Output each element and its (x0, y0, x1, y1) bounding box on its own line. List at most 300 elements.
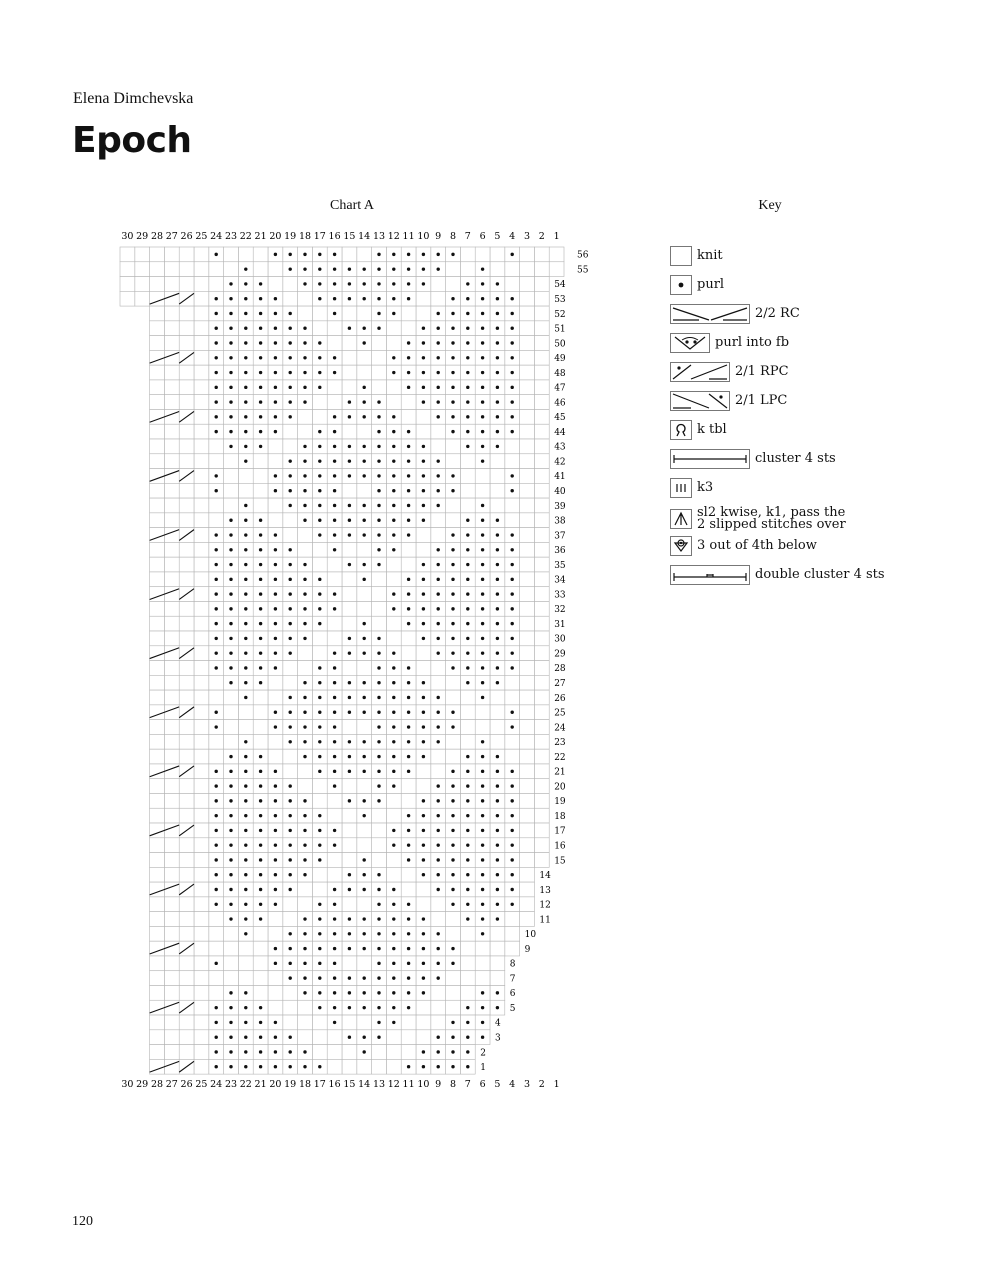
stitch-number: 7 (464, 231, 471, 242)
purl-dot (481, 637, 484, 640)
row-number: 4 (495, 1018, 501, 1029)
chart-cell (164, 956, 179, 971)
purl-dot (407, 829, 410, 832)
chart-cell (150, 646, 165, 661)
purl-dot (318, 371, 321, 374)
purl-dot (215, 386, 218, 389)
purl-dot (289, 1050, 292, 1053)
purl-dot (259, 651, 262, 654)
purl-dot (496, 903, 499, 906)
purl-dot (422, 873, 425, 876)
chart-cell (283, 749, 298, 764)
purl-dot (481, 592, 484, 595)
chart-cell (120, 277, 135, 292)
chart-cell (357, 365, 372, 380)
purl-dot (244, 1050, 247, 1053)
purl-dot (496, 445, 499, 448)
row-number: 11 (539, 915, 551, 926)
purl-dot (496, 548, 499, 551)
purl-dot (363, 799, 366, 802)
chart-cell (520, 542, 535, 557)
purl-dot (244, 356, 247, 359)
stitch-number: 17 (313, 231, 326, 242)
purl-dot (466, 770, 469, 773)
stitch-number: 6 (479, 231, 486, 242)
chart-cell (520, 557, 535, 572)
purl-dot (496, 607, 499, 610)
purl-dot (274, 489, 277, 492)
purl-dot (303, 519, 306, 522)
purl-dot (348, 415, 351, 418)
purl-dot (466, 1006, 469, 1009)
chart-cell (401, 395, 416, 410)
purl-dot (466, 548, 469, 551)
purl-dot (318, 932, 321, 935)
chart-cell (312, 631, 327, 646)
key-label: cluster 4 sts (755, 451, 836, 466)
purl-dot (511, 858, 514, 861)
purl-dot (466, 563, 469, 566)
purl-dot (511, 607, 514, 610)
chart-cell (179, 779, 194, 794)
chart-cell (327, 1059, 342, 1074)
purl-dot (333, 829, 336, 832)
chart-cell (164, 365, 179, 380)
purl-dot (333, 415, 336, 418)
purl-dot (303, 932, 306, 935)
purl-dot (407, 356, 410, 359)
chart-cell (342, 587, 357, 602)
purl-dot (363, 267, 366, 270)
purl-dot (407, 814, 410, 817)
chart-cell (401, 542, 416, 557)
chart-cell (372, 823, 387, 838)
purl-dot (466, 858, 469, 861)
purl-dot (303, 489, 306, 492)
chart-cell (164, 897, 179, 912)
purl-dot (496, 829, 499, 832)
purl-dot (215, 666, 218, 669)
chart-cell (386, 321, 401, 336)
chart-cell (194, 897, 209, 912)
row-number: 33 (554, 590, 566, 601)
chart-cell (209, 926, 224, 941)
purl-dot (244, 784, 247, 787)
purl-dot (363, 696, 366, 699)
stitch-numbers-top (121, 231, 559, 242)
purl-dot (259, 371, 262, 374)
purl-dot (215, 1006, 218, 1009)
purl-dot (451, 386, 454, 389)
purl-dot (289, 622, 292, 625)
purl-dot (407, 696, 410, 699)
purl-dot (511, 563, 514, 566)
purl-dot (215, 607, 218, 610)
chart-cell (460, 469, 475, 484)
purl-dot (348, 637, 351, 640)
chart-cell (327, 1030, 342, 1045)
purl-dot (481, 430, 484, 433)
purl-dot (348, 519, 351, 522)
row-number: 2 (480, 1048, 486, 1059)
purl-dot (377, 917, 380, 920)
purl-dot (244, 341, 247, 344)
purl-dot (451, 474, 454, 477)
purl-dot (274, 1065, 277, 1068)
purl-dot (511, 578, 514, 581)
purl-dot (422, 253, 425, 256)
purl-dot (229, 991, 232, 994)
purl-dot (377, 459, 380, 462)
purl-dot (289, 371, 292, 374)
stitch-number: 25 (195, 1079, 208, 1091)
purl-dot (451, 415, 454, 418)
stitch-number: 4 (509, 1079, 516, 1091)
purl-dot (363, 533, 366, 536)
chart-cell (534, 749, 549, 764)
purl-dot (481, 297, 484, 300)
chart-cell (520, 764, 535, 779)
purl-dot (422, 976, 425, 979)
purl-dot (289, 947, 292, 950)
purl-dot (451, 770, 454, 773)
chart-cell (357, 661, 372, 676)
purl-dot (481, 327, 484, 330)
chart-cell (298, 779, 313, 794)
purl-dot (451, 592, 454, 595)
purl-dot (363, 1050, 366, 1053)
purl-dot (274, 725, 277, 728)
chart-cell (194, 749, 209, 764)
row-number: 30 (554, 634, 566, 645)
chart-cell (150, 557, 165, 572)
chart-cell (253, 926, 268, 941)
purl-dot (229, 312, 232, 315)
purl-dot (289, 1035, 292, 1038)
purl-dot (318, 681, 321, 684)
row-number: 56 (577, 250, 589, 261)
purl-dot (466, 666, 469, 669)
chart-cell (283, 675, 298, 690)
purl-dot (407, 489, 410, 492)
purl-dot (422, 400, 425, 403)
chart-cell (268, 454, 283, 469)
purl-dot (333, 903, 336, 906)
purl-dot (244, 843, 247, 846)
purl-dot (481, 459, 484, 462)
purl-dot (466, 592, 469, 595)
purl-dot (392, 489, 395, 492)
chart-cell (520, 749, 535, 764)
chart-cell (179, 380, 194, 395)
purl-dot (392, 917, 395, 920)
purl-dot (363, 578, 366, 581)
chart-cell (283, 1015, 298, 1030)
chart-cell (224, 971, 239, 986)
chart-cell (431, 764, 446, 779)
chart-cell (534, 838, 549, 853)
chart-cell (224, 926, 239, 941)
purl-dot (244, 829, 247, 832)
chart-cell (164, 734, 179, 749)
purl-dot (392, 356, 395, 359)
chart-cell (534, 513, 549, 528)
purl-dot (318, 592, 321, 595)
purl-dot (348, 696, 351, 699)
chart-cell (357, 350, 372, 365)
chart-cell (194, 291, 209, 306)
row-number: 26 (554, 693, 566, 704)
purl-dot (511, 386, 514, 389)
purl-dot (392, 784, 395, 787)
chart-cell (253, 247, 268, 262)
chart-cell (179, 897, 194, 912)
purl-dot (437, 873, 440, 876)
chart-cell (446, 690, 461, 705)
chart-cell (505, 912, 520, 927)
row-number: 28 (554, 664, 566, 675)
chart-cell (164, 1059, 179, 1074)
chart-cell (431, 528, 446, 543)
purl-dot (496, 873, 499, 876)
purl-dot (215, 829, 218, 832)
purl-dot (259, 770, 262, 773)
chart-cell (505, 277, 520, 292)
purl-dot (481, 548, 484, 551)
purl-dot (215, 770, 218, 773)
purl-dot (303, 371, 306, 374)
purl-dot (215, 312, 218, 315)
chart-cell (534, 321, 549, 336)
purl-dot (481, 696, 484, 699)
purl-dot (333, 533, 336, 536)
purl-dot (496, 651, 499, 654)
chart-cell (179, 336, 194, 351)
purl-dot (481, 1035, 484, 1038)
chart-cell (312, 1045, 327, 1060)
purl-dot (377, 327, 380, 330)
chart-cell (401, 867, 416, 882)
purl-dot (392, 415, 395, 418)
purl-dot (437, 504, 440, 507)
chart-cell (150, 631, 165, 646)
chart-cell (372, 616, 387, 631)
purl-dot (407, 666, 410, 669)
chart-cell (253, 734, 268, 749)
chart-cell (520, 395, 535, 410)
purl-dot (303, 386, 306, 389)
purl-dot (481, 267, 484, 270)
chart-cell (505, 734, 520, 749)
chart-cell (150, 661, 165, 676)
key-item-3-out-of-4th-below (670, 536, 817, 556)
purl-dot (333, 297, 336, 300)
purl-dot (422, 696, 425, 699)
chart-cell (446, 912, 461, 927)
purl-dot (451, 356, 454, 359)
chart-cell (194, 1000, 209, 1015)
row-number: 35 (554, 560, 566, 571)
purl-dot (407, 932, 410, 935)
row-number: 31 (554, 619, 566, 630)
purl-dot (437, 740, 440, 743)
chart-cell (268, 1000, 283, 1015)
chart-cell (460, 498, 475, 513)
chart-cell (520, 661, 535, 676)
row-number: 13 (539, 885, 551, 896)
purl-dot (289, 829, 292, 832)
purl-dot (511, 725, 514, 728)
purl-dot (274, 1021, 277, 1024)
purl-dot (496, 356, 499, 359)
double-cluster-4-sts-symbol-icon (670, 565, 750, 585)
purl-dot (215, 415, 218, 418)
purl-dot (481, 932, 484, 935)
chart-cell (312, 1030, 327, 1045)
purl-dot (215, 637, 218, 640)
purl-dot (496, 386, 499, 389)
purl-dot (274, 858, 277, 861)
purl-dot (318, 666, 321, 669)
purl-dot (496, 533, 499, 536)
chart-cell (520, 838, 535, 853)
stitch-number: 16 (328, 231, 341, 242)
purl-dot (422, 622, 425, 625)
stitch-number: 19 (284, 1079, 297, 1091)
chart-cell (298, 882, 313, 897)
row-number: 24 (554, 723, 566, 734)
purl-dot (407, 711, 410, 714)
purl-dot (274, 622, 277, 625)
purl-dot (392, 991, 395, 994)
purl-dot (215, 430, 218, 433)
purl-dot (259, 666, 262, 669)
chart-cell (505, 513, 520, 528)
row-number: 1 (480, 1063, 486, 1074)
purl-dot (496, 888, 499, 891)
purl-dot (229, 843, 232, 846)
chart-cell (253, 956, 268, 971)
chart-cell (150, 483, 165, 498)
chart-cell (520, 454, 535, 469)
chart-cell (164, 1000, 179, 1015)
chart-cell (194, 882, 209, 897)
chart-cell (534, 277, 549, 292)
purl-dot (259, 843, 262, 846)
chart-cell (150, 277, 165, 292)
chart-cell (446, 734, 461, 749)
chart-cell (534, 808, 549, 823)
chart-cell (431, 675, 446, 690)
chart-cell (401, 631, 416, 646)
purl-dot (422, 1050, 425, 1053)
purl-dot (377, 1035, 380, 1038)
purl-dot (215, 622, 218, 625)
chart-cell (164, 808, 179, 823)
chart-cell (357, 1015, 372, 1030)
purl-dot (274, 888, 277, 891)
purl-dot (392, 297, 395, 300)
purl-dot (392, 888, 395, 891)
chart-cell (386, 1059, 401, 1074)
chart-cell (490, 941, 505, 956)
purl-dot (289, 504, 292, 507)
purl-dot (437, 327, 440, 330)
purl-dot (318, 991, 321, 994)
purl-dot (451, 962, 454, 965)
chart-cell (194, 1045, 209, 1060)
purl-dot (318, 356, 321, 359)
purl-dot (466, 903, 469, 906)
purl-dot (333, 504, 336, 507)
chart-cell (194, 513, 209, 528)
purl-dot (437, 962, 440, 965)
purl-dot (451, 1065, 454, 1068)
chart-cell (164, 277, 179, 292)
purl-dot (422, 504, 425, 507)
purl-dot (333, 991, 336, 994)
purl-dot (259, 548, 262, 551)
chart-cell (416, 661, 431, 676)
purl-dot (318, 474, 321, 477)
purl-dot (392, 903, 395, 906)
purl-dot (392, 445, 395, 448)
chart-title: Chart A (330, 198, 374, 213)
stitch-number: 13 (372, 1079, 386, 1091)
purl-dot (363, 651, 366, 654)
purl-dot (229, 341, 232, 344)
chart-cell (194, 306, 209, 321)
chart-cell (416, 528, 431, 543)
purl-dot (244, 533, 247, 536)
chart-cell (386, 1030, 401, 1045)
purl-dot (407, 445, 410, 448)
row-number: 43 (554, 442, 566, 453)
purl-dot (392, 829, 395, 832)
chart-cell (179, 498, 194, 513)
purl-dot (229, 858, 232, 861)
purl-dot (348, 755, 351, 758)
purl-dot (466, 386, 469, 389)
chart-cell (505, 941, 520, 956)
chart-cell (150, 882, 165, 897)
chart-cell (312, 1015, 327, 1030)
purl-dot (303, 696, 306, 699)
purl-dot (407, 607, 410, 610)
purl-dot (496, 755, 499, 758)
purl-dot (437, 371, 440, 374)
purl-dot (333, 696, 336, 699)
purl-dot (363, 622, 366, 625)
chart-cell (164, 705, 179, 720)
purl-dot (348, 888, 351, 891)
chart-cell (194, 454, 209, 469)
chart-cell (505, 454, 520, 469)
purl-dot (274, 400, 277, 403)
stitch-number: 22 (239, 231, 252, 242)
purl-dot (318, 519, 321, 522)
purl-dot (392, 371, 395, 374)
purl-dot (481, 903, 484, 906)
chart-cell (179, 262, 194, 277)
purl-dot (496, 578, 499, 581)
chart-cell (150, 749, 165, 764)
purl-dot (244, 799, 247, 802)
stitch-number: 3 (523, 1079, 531, 1091)
purl-dot (481, 755, 484, 758)
purl-dot (407, 504, 410, 507)
purl-dot (511, 651, 514, 654)
